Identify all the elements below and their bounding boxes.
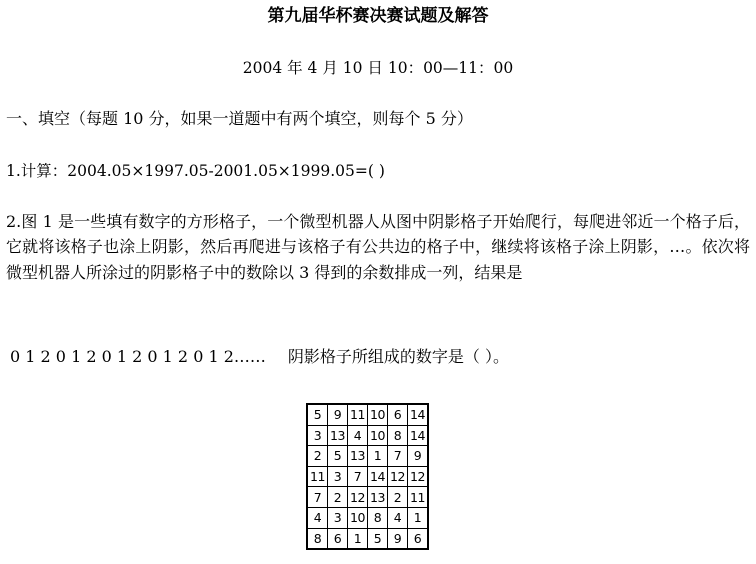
sequence-question: 阴影格子所组成的数字是（ ）。	[287, 347, 509, 366]
exam-date: 2004 年 4 月 10 日 10：00—11：00	[242, 59, 514, 77]
number-grid-body	[307, 404, 428, 549]
grid-cell: 10	[368, 404, 388, 425]
grid-cell: 6	[328, 528, 348, 549]
grid-cell: 4	[307, 507, 328, 528]
section-heading: 一、填空（每题 10 分，如果一道题中有两个填空，则每个 5 分）	[6, 109, 473, 128]
grid-cell: 4	[348, 425, 368, 446]
grid-cell: 1	[348, 528, 368, 549]
grid-cell: 12	[348, 487, 368, 508]
grid-cell: 2	[388, 487, 408, 508]
grid-row	[307, 487, 428, 508]
grid-cell: 1	[408, 507, 429, 528]
grid-cell: 7	[388, 446, 408, 467]
grid-cell: 1	[368, 446, 388, 467]
remainder-sequence: 0 1 2 0 1 2 0 1 2 0 1 2 0 1 2……	[10, 347, 266, 366]
grid-row	[307, 466, 428, 487]
grid-cell: 3	[328, 507, 348, 528]
grid-cell: 8	[368, 507, 388, 528]
grid-row	[307, 404, 428, 425]
grid-cell: 5	[328, 446, 348, 467]
grid-cell: 4	[388, 507, 408, 528]
grid-cell: 14	[408, 404, 429, 425]
question-1: 1.计算：2004.05×1997.05-2001.05×1999.05=( )	[6, 162, 385, 180]
grid-cell: 10	[348, 507, 368, 528]
grid-cell: 3	[328, 466, 348, 487]
grid-cell: 11	[307, 466, 328, 487]
question-2: 2.图 1 是一些填有数字的方形格子，一个微型机器人从图中阴影格子开始爬行，每爬进邻近一个格子后，它就将该格子也涂上阴影，然后再爬进与该格子有公共边的格子中，继续将该格子涂上阴影，…。依次将微型机器人所涂过的阴影格子中的数除以 3 得到的余数排成一列，结果是	[6, 212, 750, 282]
grid-cell: 7	[348, 466, 368, 487]
grid-cell: 10	[368, 425, 388, 446]
page-title: 第九届华杯赛决赛试题及解答	[267, 6, 489, 26]
grid-cell: 11	[348, 404, 368, 425]
grid-cell: 8	[388, 425, 408, 446]
grid-cell: 13	[328, 425, 348, 446]
grid-cell: 8	[307, 528, 328, 549]
grid-row	[307, 507, 428, 528]
grid-cell: 13	[348, 446, 368, 467]
grid-cell: 7	[307, 487, 328, 508]
grid-cell: 6	[408, 528, 429, 549]
grid-row	[307, 446, 428, 467]
grid-cell: 5	[307, 404, 328, 425]
grid-cell: 14	[368, 466, 388, 487]
number-grid	[306, 403, 429, 550]
grid-row	[307, 528, 428, 549]
grid-cell: 2	[307, 446, 328, 467]
grid-cell: 12	[408, 466, 429, 487]
grid-cell: 9	[408, 446, 429, 467]
grid-cell: 14	[408, 425, 429, 446]
grid-cell: 2	[328, 487, 348, 508]
sequence-line	[10, 345, 509, 369]
grid-cell: 13	[368, 487, 388, 508]
grid-cell: 3	[307, 425, 328, 446]
grid-cell: 9	[388, 528, 408, 549]
grid-cell: 11	[408, 487, 429, 508]
grid-cell: 5	[368, 528, 388, 549]
grid-row	[307, 425, 428, 446]
grid-cell: 9	[328, 404, 348, 425]
grid-cell: 12	[388, 466, 408, 487]
grid-cell: 6	[388, 404, 408, 425]
